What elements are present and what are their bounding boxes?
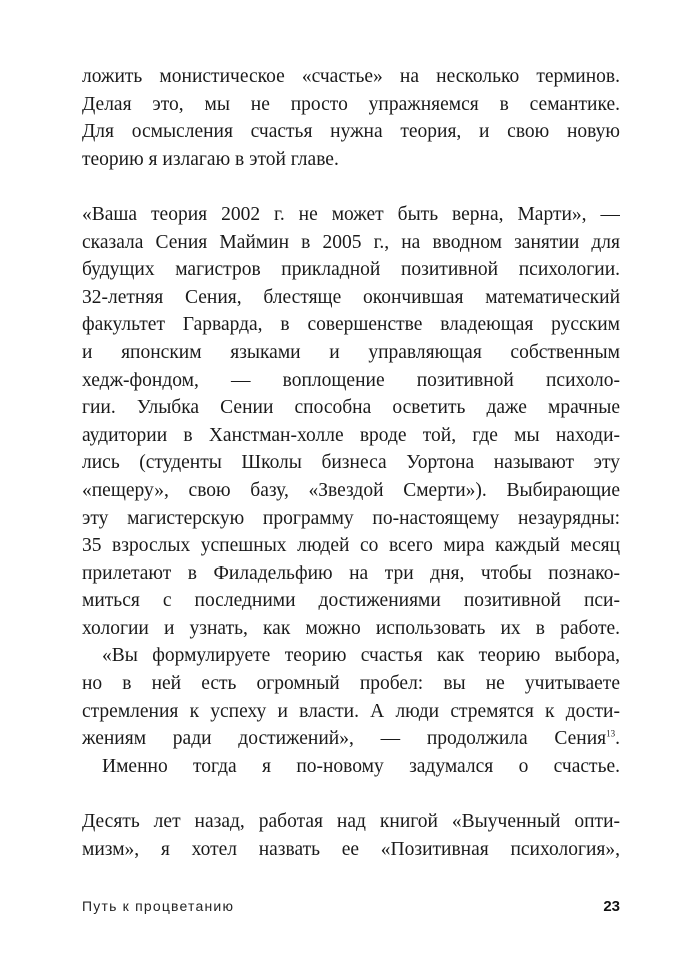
paragraph-gap <box>82 173 620 201</box>
paragraph-2 <box>82 201 620 643</box>
footnote-marker[interactable]: 13 <box>606 728 616 739</box>
page-footer <box>82 898 620 920</box>
text-line: миться с последними достижениями позитивной пси- <box>82 590 620 612</box>
text-line: Десять лет назад, работая над книгой «Выученный опти- <box>82 811 620 833</box>
text-line: Делая это, мы не просто упражняемся в семантике. <box>82 93 620 115</box>
text-line: «Вы формулируете теорию счастья как теорию выбора, <box>102 645 620 667</box>
running-title: Путь к процветанию <box>82 898 235 914</box>
text-fragment: жениям ради достижений», — продолжила Сения <box>82 728 607 750</box>
text-line: Именно тогда я по-новому задумался о счастье. <box>102 755 620 777</box>
text-line: хедж-фондом, — воплощение позитивной психоло- <box>82 369 620 391</box>
text-line: теорию я излагаю в этой главе. <box>82 148 339 170</box>
text-line: «Ваша теория 2002 г. не может быть верна, Марти», — <box>82 203 620 225</box>
text-line: 32-летняя Сения, блестяще окончившая математический <box>82 286 620 308</box>
text-line: сказала Сения Маймин в 2005 г., на вводном занятии для <box>82 231 620 253</box>
text-line: эту магистерскую программу по-настоящему незаурядны: <box>82 507 620 529</box>
text-line: Для осмысления счастья нужна теория, и свою новую <box>82 121 620 143</box>
text-line: «пещеру», свою базу, «Звездой Смерти»). Выбирающие <box>82 479 620 501</box>
paragraph-3 <box>82 642 620 752</box>
text-line: мизм», я хотел назвать ее «Позитивная психология», <box>82 838 620 860</box>
text-line: прилетают в Филадельфию на три дня, чтобы познако- <box>82 562 620 584</box>
paragraph-5 <box>82 808 620 863</box>
text-line: факультет Гарварда, в совершенстве владеющая русским <box>82 314 620 336</box>
text-line: гии. Улыбка Сении способна осветить даже мрачные <box>82 397 620 419</box>
text-line: стремления к успеху и власти. А люди стремятся к дости- <box>82 700 620 722</box>
paragraph-gap <box>82 780 620 808</box>
paragraph-4 <box>82 753 620 781</box>
text-line: хологии и узнать, как можно использовать их в работе. <box>82 617 620 639</box>
text-line: ложить монистическое «счастье» на несколько терминов. <box>82 66 620 87</box>
text-line: 35 взрослых успешных людей со всего мира каждый месяц <box>82 535 620 557</box>
page-number: 23 <box>603 898 620 915</box>
paragraph-1 <box>82 63 620 173</box>
text-line: и японским языками и управляющая собственным <box>82 341 620 363</box>
text-line: но в ней есть огромный пробел: вы не учитываете <box>82 673 620 695</box>
text-line: будущих магистров прикладной позитивной психологии. <box>82 259 620 281</box>
text-line: аудитории в Ханстман-холле вроде той, где мы находи- <box>82 424 620 446</box>
text-line <box>82 725 620 753</box>
text-line: лись (студенты Школы бизнеса Уортона называют эту <box>82 452 620 474</box>
page-body <box>82 63 620 863</box>
text-fragment: . <box>615 728 620 750</box>
